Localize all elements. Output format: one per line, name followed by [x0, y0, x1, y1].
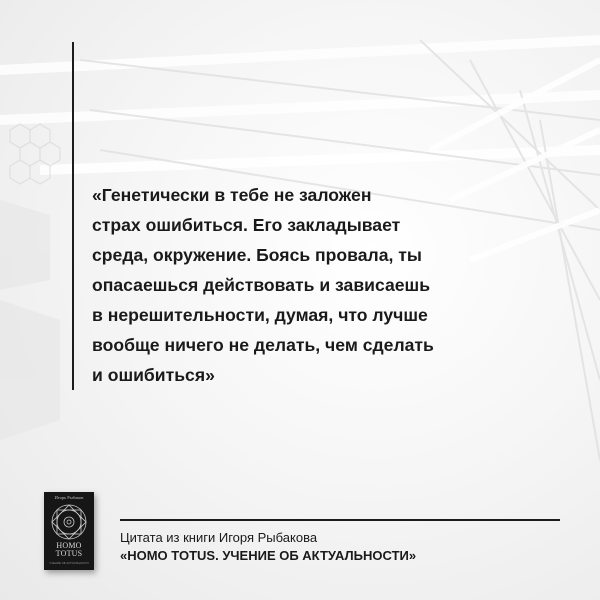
- quote-text: [92, 180, 562, 390]
- quote-line: «Генетически в тебе не заложен: [92, 185, 372, 205]
- horizontal-divider: [120, 519, 560, 521]
- book-cover-image: [44, 492, 94, 570]
- book-author: Игорь Рыбаков: [54, 495, 84, 500]
- vertical-accent-rule: [72, 42, 74, 390]
- quote-line: среда, окружение. Боясь провала, ты: [92, 245, 422, 265]
- caption-source: Цитата из книги Игоря Рыбакова: [120, 530, 318, 545]
- quote-line: вообще ничего не делать, чем сделать: [92, 335, 434, 355]
- book-title-line1: HOMO: [56, 541, 82, 550]
- caption-book-title: «HOMO TOTUS. УЧЕНИЕ ОБ АКТУАЛЬНОСТИ»: [120, 548, 417, 563]
- book-subtitle: УЧЕНИЕ ОБ АКТУАЛЬНОСТИ: [49, 561, 89, 565]
- geometric-star-emblem-icon: [50, 503, 88, 541]
- quote-line: опасаешься действовать и зависаешь: [92, 275, 431, 295]
- book-title-line2: TOTUS: [55, 549, 83, 558]
- quote-line: и ошибиться»: [92, 365, 215, 385]
- quote-line: в нерешительности, думая, что лучше: [92, 305, 428, 325]
- quote-line: страх ошибиться. Его закладывает: [92, 215, 401, 235]
- caption: [120, 529, 416, 565]
- book-cover-title: [44, 542, 94, 558]
